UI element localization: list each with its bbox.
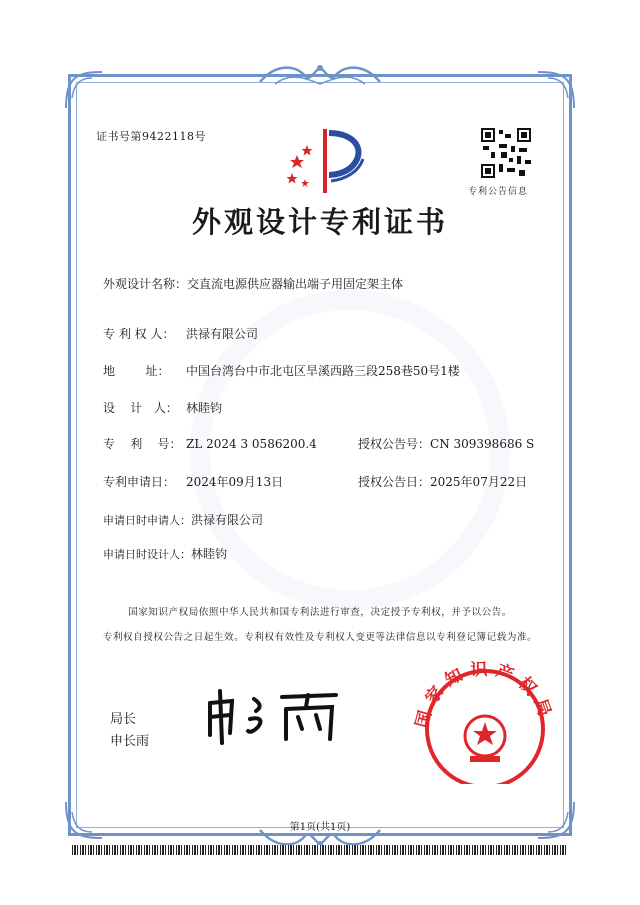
designer-value: 林睦钧 <box>186 401 223 415</box>
filing-date-value: 2024年09月13日 <box>186 475 284 489</box>
notice-line-2: 专利权自授权公告之日起生效。专利权有效性及专利权人变更等法律信息以专利登记簿记载为准。 <box>102 632 538 643</box>
page-indicator: 第1页(共1页) <box>289 822 351 833</box>
corner-ornament-top-left <box>62 68 118 124</box>
designer-label: 设 计 人： <box>103 401 178 415</box>
design-name-row <box>103 275 403 292</box>
filing-date-label: 专利申请日： <box>103 475 176 489</box>
certificate-number: 证书号第9422118号 <box>96 130 206 143</box>
official-seal <box>410 654 560 784</box>
grant-pub-date-value: 2025年07月22日 <box>430 475 528 489</box>
grant-pub-number-row <box>358 435 534 452</box>
designer-row <box>103 399 222 416</box>
applicant-at-filing-label: 申请日时申请人： <box>103 514 191 527</box>
signatory-name: 申长雨 <box>110 734 150 749</box>
design-name-value: 交直流电源供应器输出端子用固定架主体 <box>187 277 404 291</box>
address-row <box>103 362 460 379</box>
grant-pub-number-label: 授权公告号： <box>358 437 431 451</box>
designer-at-filing-value: 林睦钧 <box>191 547 228 561</box>
corner-ornament-bottom-right <box>522 786 578 842</box>
seal-text: 国家知识产权局 <box>412 659 557 731</box>
filing-date-row <box>103 473 283 490</box>
corner-ornament-bottom-left <box>62 786 118 842</box>
design-name-label: 外观设计名称： <box>103 277 188 291</box>
patentee-value: 洪禄有限公司 <box>186 327 259 341</box>
applicant-at-filing-value: 洪禄有限公司 <box>191 513 264 527</box>
patentee-row <box>103 325 258 342</box>
designer-at-filing-row <box>103 545 227 562</box>
handwritten-signature <box>200 685 350 745</box>
address-value: 中国台湾台中市北屯区旱溪西路三段258巷50号1楼 <box>186 364 460 378</box>
address-label: 地 址： <box>103 364 170 378</box>
grant-pub-number-value: CN 309398686 S <box>430 437 535 451</box>
applicant-at-filing-row <box>103 511 263 528</box>
certificate-title: 外观设计专利证书 <box>191 205 448 239</box>
signatory-role: 局长 <box>110 712 137 727</box>
qr-code <box>481 128 531 178</box>
document-barcode <box>72 845 568 855</box>
cnipa-logo <box>283 125 375 197</box>
patentee-label: 专 利 权 人： <box>103 327 175 341</box>
grant-pub-date-label: 授权公告日： <box>358 475 431 489</box>
patent-number-label: 专 利 号： <box>103 437 182 451</box>
qr-label: 专利公告信息 <box>468 187 529 197</box>
designer-at-filing-label: 申请日时设计人： <box>103 548 191 561</box>
top-ornament <box>255 62 385 90</box>
corner-ornament-top-right <box>522 68 578 124</box>
grant-pub-date-row <box>358 473 527 490</box>
notice-line-1: 国家知识产权局依照中华人民共和国专利法进行审查，决定授予专利权，并予以公告。 <box>128 607 512 618</box>
patent-number-row <box>103 435 317 452</box>
patent-number-value: ZL 2024 3 0586200.4 <box>186 437 317 451</box>
